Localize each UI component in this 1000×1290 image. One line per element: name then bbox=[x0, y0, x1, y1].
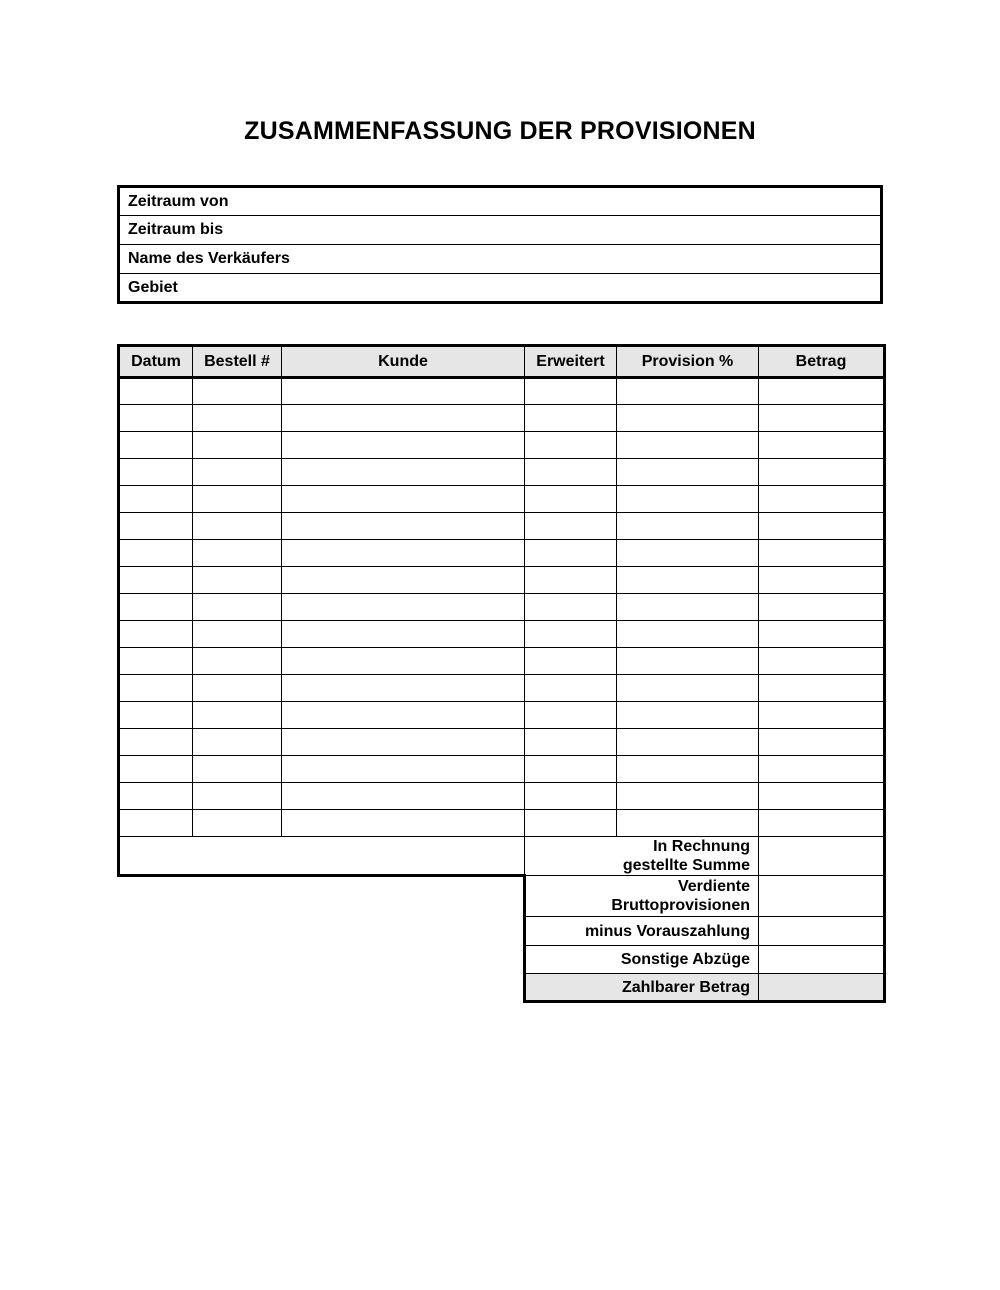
page-title: ZUSAMMENFASSUNG DER PROVISIONEN bbox=[244, 117, 756, 145]
date-cell[interactable] bbox=[119, 513, 193, 540]
extended-cell[interactable] bbox=[525, 702, 617, 729]
extended-cell[interactable] bbox=[525, 540, 617, 567]
order-number-cell[interactable] bbox=[193, 405, 282, 432]
col-header-extended: Erweitert bbox=[525, 346, 617, 378]
date-cell[interactable] bbox=[119, 540, 193, 567]
summary-blank-area bbox=[119, 837, 525, 876]
commission-percent-cell[interactable] bbox=[617, 621, 759, 648]
invoiced-total-label-line1: In Rechnung bbox=[653, 838, 750, 855]
col-header-commission-percent: Provision % bbox=[617, 346, 759, 378]
order-number-cell[interactable] bbox=[193, 756, 282, 783]
date-cell[interactable] bbox=[119, 378, 193, 405]
table-row bbox=[119, 648, 885, 675]
amount-cell[interactable] bbox=[759, 567, 885, 594]
gross-commission-label-line1: Verdiente bbox=[677, 878, 750, 895]
col-header-customer: Kunde bbox=[282, 346, 525, 378]
summary-row-payable bbox=[119, 974, 885, 1002]
table-row bbox=[119, 540, 885, 567]
extended-cell[interactable] bbox=[525, 567, 617, 594]
extended-cell[interactable] bbox=[525, 675, 617, 702]
date-cell[interactable] bbox=[119, 756, 193, 783]
col-header-order-number: Bestell # bbox=[193, 346, 282, 378]
customer-cell[interactable] bbox=[282, 675, 525, 702]
order-number-cell[interactable] bbox=[193, 648, 282, 675]
table-row bbox=[119, 594, 885, 621]
table-row bbox=[119, 567, 885, 594]
order-number-cell[interactable] bbox=[193, 567, 282, 594]
table-row bbox=[119, 621, 885, 648]
amount-cell[interactable] bbox=[759, 432, 885, 459]
amount-cell[interactable] bbox=[759, 675, 885, 702]
customer-cell[interactable] bbox=[282, 756, 525, 783]
date-cell[interactable] bbox=[119, 621, 193, 648]
payable-amount-value[interactable] bbox=[759, 974, 885, 1002]
amount-cell[interactable] bbox=[759, 729, 885, 756]
table-row bbox=[119, 702, 885, 729]
territory-label[interactable]: Gebiet bbox=[128, 278, 178, 296]
date-cell[interactable] bbox=[119, 432, 193, 459]
date-cell[interactable] bbox=[119, 702, 193, 729]
order-number-cell[interactable] bbox=[193, 540, 282, 567]
info-row-period-from bbox=[119, 187, 882, 216]
info-row-period-to bbox=[119, 216, 882, 245]
customer-cell[interactable] bbox=[282, 405, 525, 432]
date-cell[interactable] bbox=[119, 648, 193, 675]
advance-value[interactable] bbox=[759, 917, 885, 946]
date-cell[interactable] bbox=[119, 486, 193, 513]
table-row bbox=[119, 378, 885, 405]
order-number-cell[interactable] bbox=[193, 594, 282, 621]
info-row-territory bbox=[119, 274, 882, 303]
amount-cell[interactable] bbox=[759, 513, 885, 540]
extended-cell[interactable] bbox=[525, 486, 617, 513]
amount-cell[interactable] bbox=[759, 378, 885, 405]
summary-row-other-deductions bbox=[119, 946, 885, 974]
extended-cell[interactable] bbox=[525, 756, 617, 783]
table-row bbox=[119, 810, 885, 837]
commission-percent-cell[interactable] bbox=[617, 810, 759, 837]
table-row bbox=[119, 405, 885, 432]
customer-cell[interactable] bbox=[282, 459, 525, 486]
col-header-date: Datum bbox=[119, 346, 193, 378]
order-number-cell[interactable] bbox=[193, 459, 282, 486]
amount-cell[interactable] bbox=[759, 486, 885, 513]
customer-cell[interactable] bbox=[282, 648, 525, 675]
salesperson-name-label[interactable]: Name des Verkäufers bbox=[119, 245, 882, 274]
customer-cell[interactable] bbox=[282, 567, 525, 594]
commission-percent-cell[interactable] bbox=[617, 594, 759, 621]
invoiced-total-label-line2: gestellte Summe bbox=[622, 857, 750, 874]
commission-percent-cell[interactable] bbox=[617, 378, 759, 405]
order-number-cell[interactable] bbox=[193, 783, 282, 810]
other-deductions-value[interactable] bbox=[759, 946, 885, 974]
amount-cell[interactable] bbox=[759, 810, 885, 837]
commission-percent-cell[interactable] bbox=[617, 756, 759, 783]
table-row bbox=[119, 432, 885, 459]
date-cell[interactable] bbox=[119, 675, 193, 702]
commission-percent-cell[interactable] bbox=[617, 729, 759, 756]
extended-cell[interactable] bbox=[525, 648, 617, 675]
table-row bbox=[119, 486, 885, 513]
amount-cell[interactable] bbox=[759, 594, 885, 621]
order-number-cell[interactable] bbox=[193, 621, 282, 648]
table-row bbox=[119, 513, 885, 540]
commission-table bbox=[117, 344, 886, 1003]
date-cell[interactable] bbox=[119, 567, 193, 594]
amount-cell[interactable] bbox=[759, 405, 885, 432]
table-row bbox=[119, 675, 885, 702]
invoiced-total-value[interactable] bbox=[759, 837, 885, 876]
extended-cell[interactable] bbox=[525, 621, 617, 648]
customer-cell[interactable] bbox=[282, 702, 525, 729]
extended-cell[interactable] bbox=[525, 378, 617, 405]
invoiced-total-label bbox=[525, 837, 759, 876]
extended-cell[interactable] bbox=[525, 783, 617, 810]
order-number-cell[interactable] bbox=[193, 810, 282, 837]
date-cell[interactable] bbox=[119, 405, 193, 432]
date-cell[interactable] bbox=[119, 594, 193, 621]
extended-cell[interactable] bbox=[525, 513, 617, 540]
payable-amount-label: Zahlbarer Betrag bbox=[525, 974, 759, 1002]
commission-percent-cell[interactable] bbox=[617, 702, 759, 729]
table-row bbox=[119, 729, 885, 756]
customer-cell[interactable] bbox=[282, 594, 525, 621]
order-number-cell[interactable] bbox=[193, 675, 282, 702]
period-to-label[interactable]: Zeitraum bis bbox=[119, 216, 882, 245]
table-header-row bbox=[119, 346, 885, 378]
period-info-table bbox=[117, 185, 883, 304]
commission-percent-cell[interactable] bbox=[617, 486, 759, 513]
gross-commission-label-line2: Bruttoprovisionen bbox=[611, 897, 750, 914]
extended-cell[interactable] bbox=[525, 729, 617, 756]
advance-label: minus Vorauszahlung bbox=[525, 917, 759, 946]
summary-row-gross bbox=[119, 876, 885, 917]
date-cell[interactable] bbox=[119, 810, 193, 837]
commission-percent-cell[interactable] bbox=[617, 567, 759, 594]
order-number-cell[interactable] bbox=[193, 432, 282, 459]
table-row bbox=[119, 783, 885, 810]
date-cell[interactable] bbox=[119, 459, 193, 486]
summary-section bbox=[119, 837, 885, 1002]
commission-percent-cell[interactable] bbox=[617, 783, 759, 810]
col-header-amount: Betrag bbox=[759, 346, 885, 378]
table-body bbox=[119, 378, 885, 837]
commission-percent-cell[interactable] bbox=[617, 648, 759, 675]
extended-cell[interactable] bbox=[525, 594, 617, 621]
date-cell[interactable] bbox=[119, 783, 193, 810]
commission-percent-cell[interactable] bbox=[617, 432, 759, 459]
customer-cell[interactable] bbox=[282, 486, 525, 513]
order-number-cell[interactable] bbox=[193, 702, 282, 729]
order-number-cell[interactable] bbox=[193, 513, 282, 540]
order-number-cell[interactable] bbox=[193, 486, 282, 513]
order-number-cell[interactable] bbox=[193, 729, 282, 756]
info-row-salesperson bbox=[119, 245, 882, 274]
amount-cell[interactable] bbox=[759, 783, 885, 810]
extended-cell[interactable] bbox=[525, 432, 617, 459]
customer-cell[interactable] bbox=[282, 810, 525, 837]
order-number-cell[interactable] bbox=[193, 378, 282, 405]
amount-cell[interactable] bbox=[759, 540, 885, 567]
amount-cell[interactable] bbox=[759, 702, 885, 729]
customer-cell[interactable] bbox=[282, 540, 525, 567]
extended-cell[interactable] bbox=[525, 405, 617, 432]
gross-commission-value[interactable] bbox=[759, 876, 885, 917]
extended-cell[interactable] bbox=[525, 459, 617, 486]
table-row bbox=[119, 756, 885, 783]
commission-percent-cell[interactable] bbox=[617, 513, 759, 540]
period-from-label[interactable]: Zeitraum von bbox=[119, 187, 882, 216]
amount-cell[interactable] bbox=[759, 648, 885, 675]
amount-cell[interactable] bbox=[759, 621, 885, 648]
customer-cell[interactable] bbox=[282, 432, 525, 459]
summary-row-invoiced bbox=[119, 837, 885, 876]
customer-cell[interactable] bbox=[282, 378, 525, 405]
commission-percent-cell[interactable] bbox=[617, 405, 759, 432]
table-row bbox=[119, 459, 885, 486]
customer-cell[interactable] bbox=[282, 621, 525, 648]
date-cell[interactable] bbox=[119, 729, 193, 756]
extended-cell[interactable] bbox=[525, 810, 617, 837]
customer-cell[interactable] bbox=[282, 513, 525, 540]
commission-percent-cell[interactable] bbox=[617, 540, 759, 567]
commission-percent-cell[interactable] bbox=[617, 675, 759, 702]
amount-cell[interactable] bbox=[759, 756, 885, 783]
summary-row-advance bbox=[119, 917, 885, 946]
amount-cell[interactable] bbox=[759, 459, 885, 486]
other-deductions-label: Sonstige Abzüge bbox=[525, 946, 759, 974]
gross-commission-label bbox=[525, 876, 759, 917]
customer-cell[interactable] bbox=[282, 729, 525, 756]
customer-cell[interactable] bbox=[282, 783, 525, 810]
commission-percent-cell[interactable] bbox=[617, 459, 759, 486]
